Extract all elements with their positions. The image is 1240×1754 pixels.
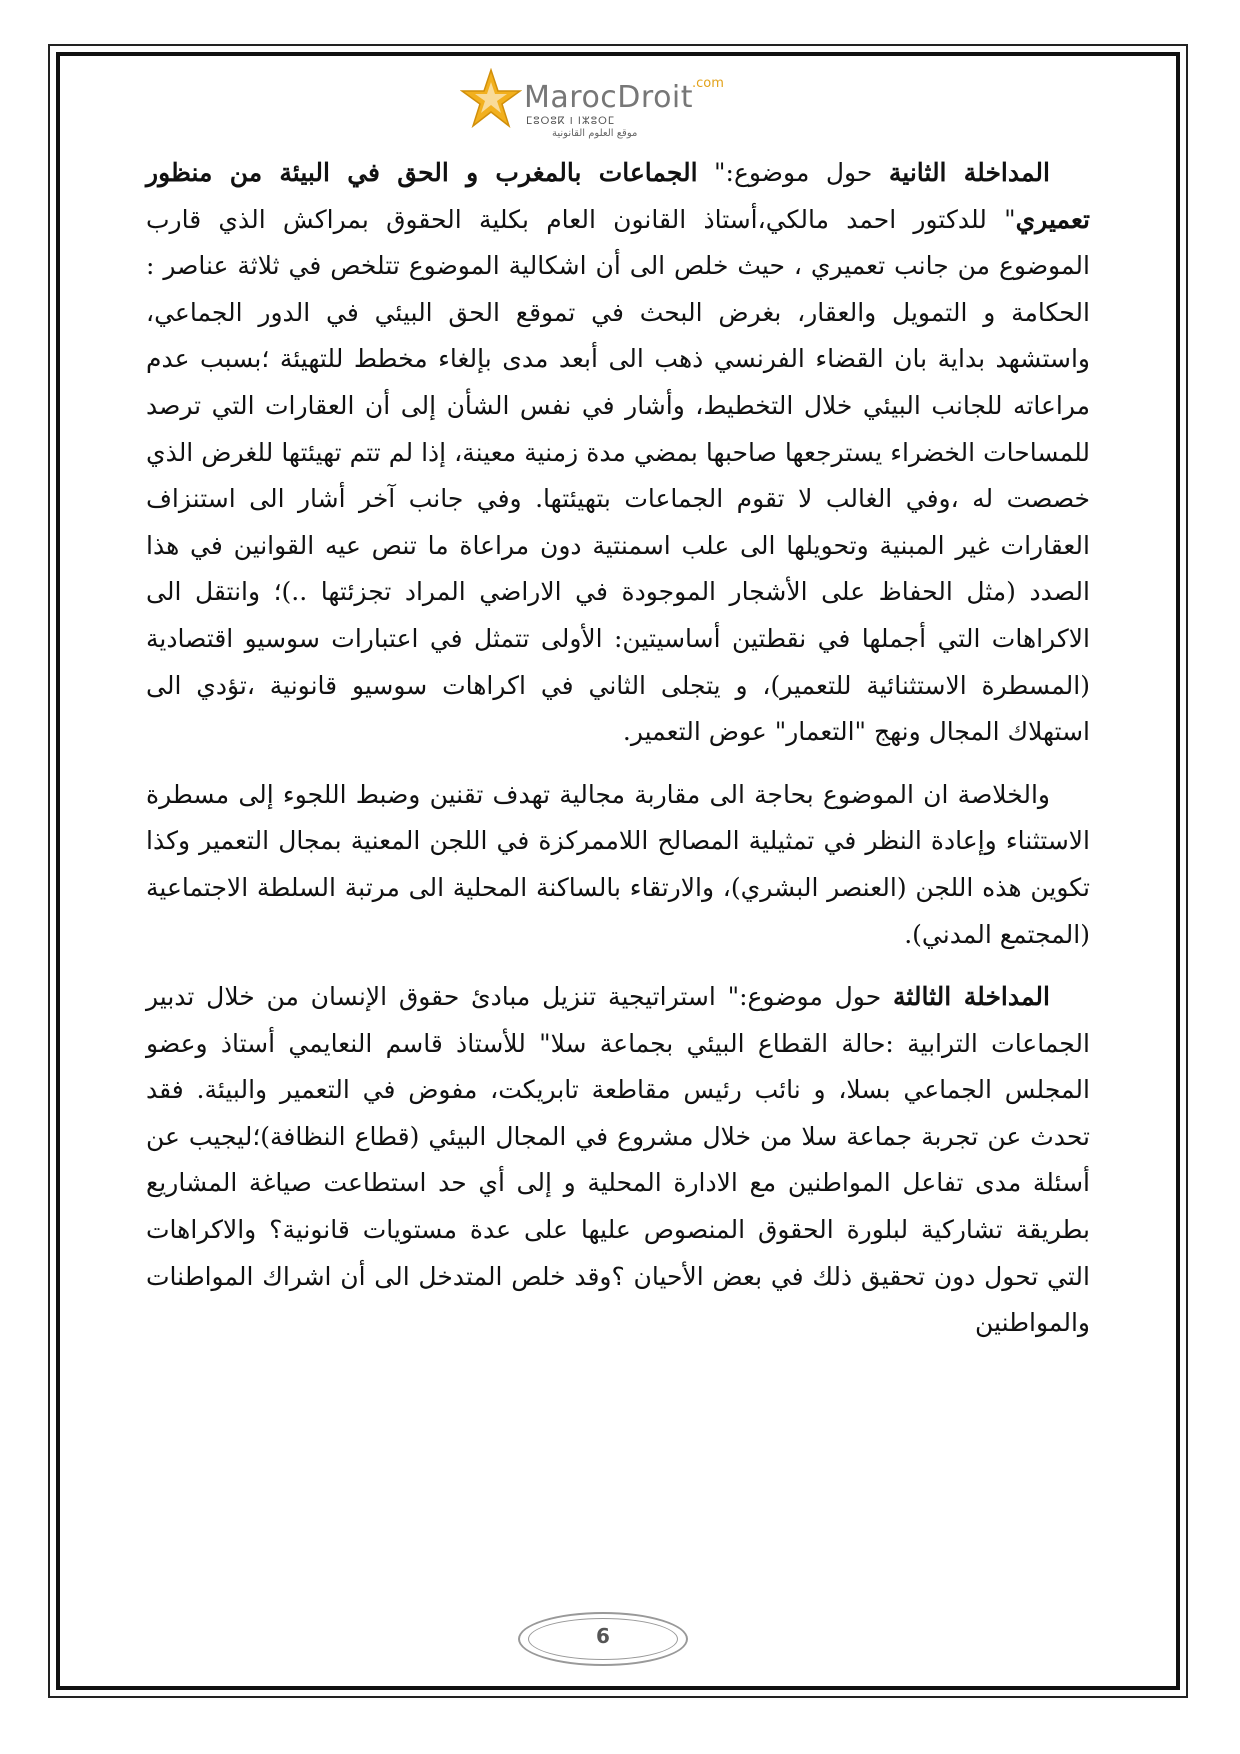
paragraph-lead: المداخلة الثانية: [888, 158, 1050, 187]
logo-brand: MarocDroit: [524, 80, 694, 115]
paragraph-text: والخلاصة ان الموضوع بحاجة الى مقاربة مجالية تهدف تقنين وضبط اللجوء إلى مسطرة الاستثناء وإعادة النظر في تمثيلية المصالح اللاممركزة في اللجن المعنية بمجال التعمير وكذا تكوين هذه اللجن (العنصر البشري)، والارتقاء بالساكنة المحلية الى مرتبة السلطة الاجتماعية (المجتمع المدني).: [146, 779, 1090, 949]
paragraph-lead: المداخلة الثالثة: [892, 982, 1050, 1012]
logo-suffix: .com: [692, 76, 724, 91]
paragraph-3: [146, 974, 1090, 1347]
document-body: [146, 150, 1090, 1347]
paragraph-1: [146, 150, 1090, 756]
site-logo: [460, 64, 740, 144]
paragraph-mid: حول موضوع:": [697, 158, 889, 187]
logo-tifinagh: ⵎⵓⵔⵓⴽ I ⵏⵣⵓⵔⵎ: [526, 116, 616, 127]
paragraph-2: [146, 772, 1090, 958]
page-number-badge: [518, 1612, 688, 1666]
paragraph-title: الجماعات بالمغرب و الحق في البيئة من منظور تعميري: [146, 158, 1090, 234]
page-number: 6: [596, 1624, 610, 1648]
paragraph-text: " للدكتور احمد مالكي،أستاذ القانون العام بكلية الحقوق بمراكش الذي قارب الموضوع من جانب تعميري ، حيث خلص الى أن اشكالية الموضوع تتلخص في ثلاثة عناصر : الحكامة و التمويل والعقار، بغرض البحث في تموقع الحق البيئي في الدور الجماعي، واستشهد بداية بان القضاء الفرنسي ذهب الى أبعد مدى بإلغاء مخطط للتهيئة ؛بسبب عدم مراعاته للجانب البيئي خلال التخطيط، وأشار في نفس الشأن إلى أن العقارات التي ترصد للمساحات الخضراء يسترجعها صاحبها بمضي مدة زمنية معينة، إذا لم تتم تهيئتها للغرض الذي خصصت له ،وفي الغالب لا تقوم الجماعات بتهيئتها. وفي جانب آخر أشار الى استنزاف العقارات غير المبنية وتحويلها الى علب اسمنتية دون مراعاة ما تنص عيه القوانين في هذا الصدد (مثل الحفاظ على الأشجار الموجودة في الاراضي المراد تجزئتها ..)؛ وانتقل الى الاكراهات التي أجملها في نقطتين أساسيتين: الأولى تتمثل في اعتبارات سوسيو اقتصادية (المسطرة الاستثنائية للتعمير)، و يتجلى الثاني في اكراهات سوسيو قانونية ،تؤدي الى استهلاك المجال ونهج "التعمار" عوض التعمير.: [146, 204, 1090, 747]
logo-tagline: موقع العلوم القانونية: [552, 128, 638, 139]
paragraph-text: حول موضوع:" استراتيجية تنزيل مبادئ حقوق الإنسان من خلال تدبير الجماعات الترابية :حالة القطاع البيئي بجماعة سلا" للأستاذ قاسم النعايمي أستاذ وعضو المجلس الجماعي بسلا، و نائب رئيس مقاطعة تابريكت، مفوض في التعمير والبيئة. فقد تحدث عن تجربة جماعة سلا من خلال مشروع في المجال البيئي (قطاع النظافة)؛ليجيب عن أسئلة مدى تفاعل المواطنين مع الادارة المحلية و إلى أي حد استطاعت صياغة المشاريع بطريقة تشاركية لبلورة الحقوق المنصوص عليها على عدة مستويات قانونية؟ والاكراهات التي تحول دون تحقيق ذلك في بعض الأحيان ؟وقد خلص المتدخل الى أن اشراك المواطنات والمواطنين: [146, 982, 1090, 1338]
star-icon: [460, 68, 522, 130]
